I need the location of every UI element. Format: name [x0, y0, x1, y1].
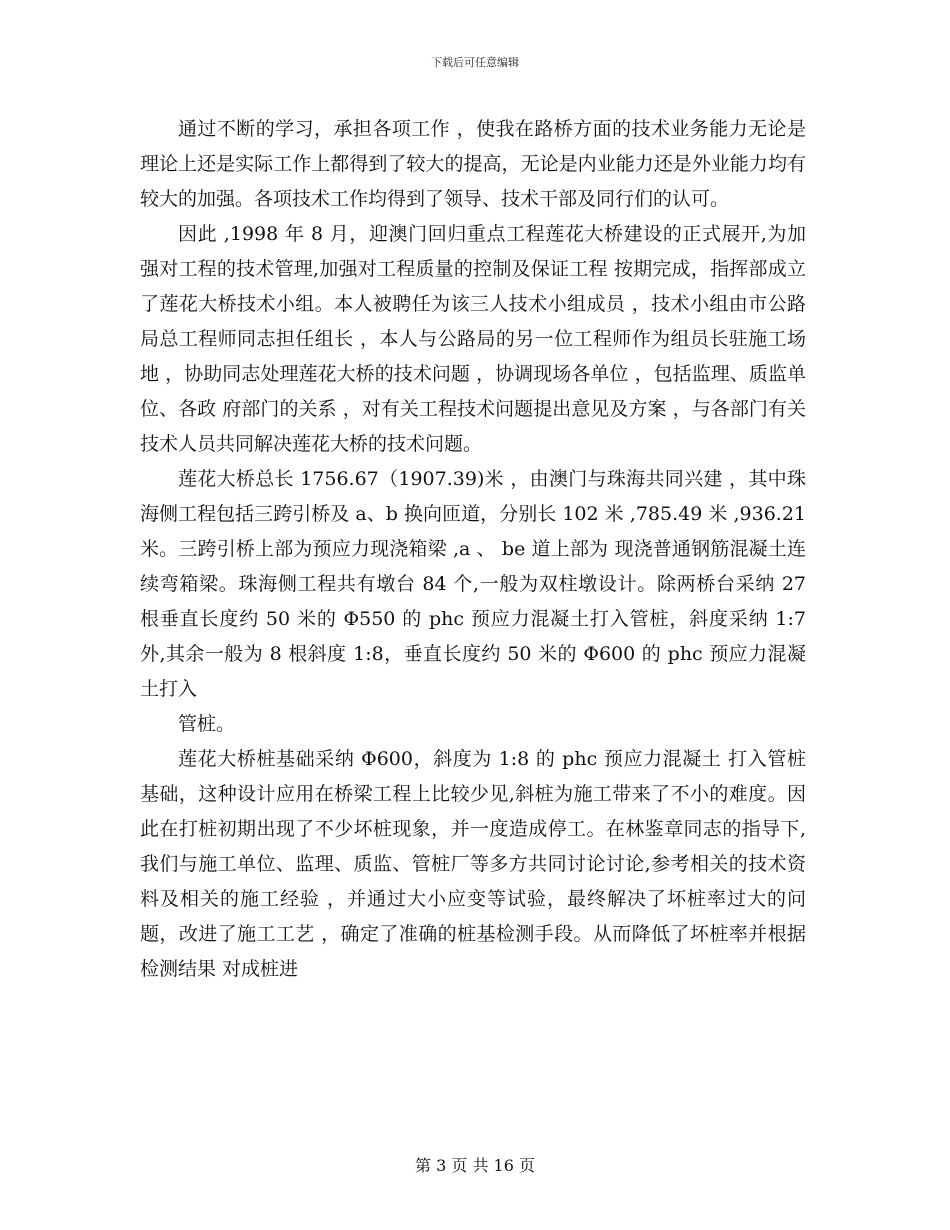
paragraph-3-continuation: 管桩。	[178, 713, 236, 735]
body-text	[140, 112, 806, 987]
paragraph-3: 莲花大桥总长 1756.67（1907.39)米 ，由澳门与珠海共同兴建 ，其中珠海侧工程包括三跨引桥及 a、b 换向匝道，分别长 102 米 ,785.49 米 ,936.21 米。三跨引桥上部为预应力现浇箱梁 ,a 、 be 道上部为 现浇普通钢筋混凝土连续弯箱梁。珠海侧工程共有墩台 84 个,一般为双柱墩设计。除两桥台采纳 27 根垂直长度约 50 米的 Φ550 的 phc 预应力混凝土打入管桩，斜度采纳 1:7 外,其余一般为 8 根斜度 1:8，垂直长度约 50 米的 Φ600 的 phc 预应力混凝土打入	[140, 468, 806, 700]
page-header: 下载后可任意编辑	[431, 56, 519, 69]
paragraph-2: 因此 ,1998 年 8 月，迎澳门回归重点工程莲花大桥建设的正式展开,为加强对工程的技术管理,加强对工程质量的控制及保证工程 按期完成，指挥部成立了莲花大桥技术小组。本人被聘任为该三人技术小组成员 ，技术小组由市公路局总工程师同志担任组长 ，本人与公路局的另一位工程师作为组员长驻施工场地 ，协助同志处理莲花大桥的技术问题 ，协调现场各单位 ，包括监理、质监单位、各政 府部门的关系 ，对有关工程技术问题提出意见及方案 ，与各部门有关 技术人员共同解决莲花大桥的技术问题。	[140, 223, 806, 455]
paragraph-4: 莲花大桥桩基础采纳 Φ600，斜度为 1:8 的 phc 预应力混凝土 打入管桩基础，这种设计应用在桥梁工程上比较少见,斜桩为施工带来了不小的难度。因此在打桩初期出现了不少坏桩现象，并一度造成停工。在林鉴章同志的指导下,我们与施工单位、监理、质监、管桩厂等多方共同讨论讨论,参考相关的技术资料及相关的施工经验 ，并通过大小应变等试验，最终解决了坏桩率过大的问题，改进了施工工艺 ，确定了准确的桩基检测手段。从而降低了坏桩率并根据检测结果 对成桩进	[140, 748, 806, 980]
paragraph-1: 通过不断的学习，承担各项工作 ，使我在路桥方面的技术业务能力无论是理论上还是实际工作上都得到了较大的提高，无论是内业能力还是外业能力均有较大的加强。各项技术工作均得到了领导、技术干部及同行们的认可。	[140, 118, 806, 210]
page-footer: 第 3 页 共 16 页	[415, 1156, 535, 1175]
